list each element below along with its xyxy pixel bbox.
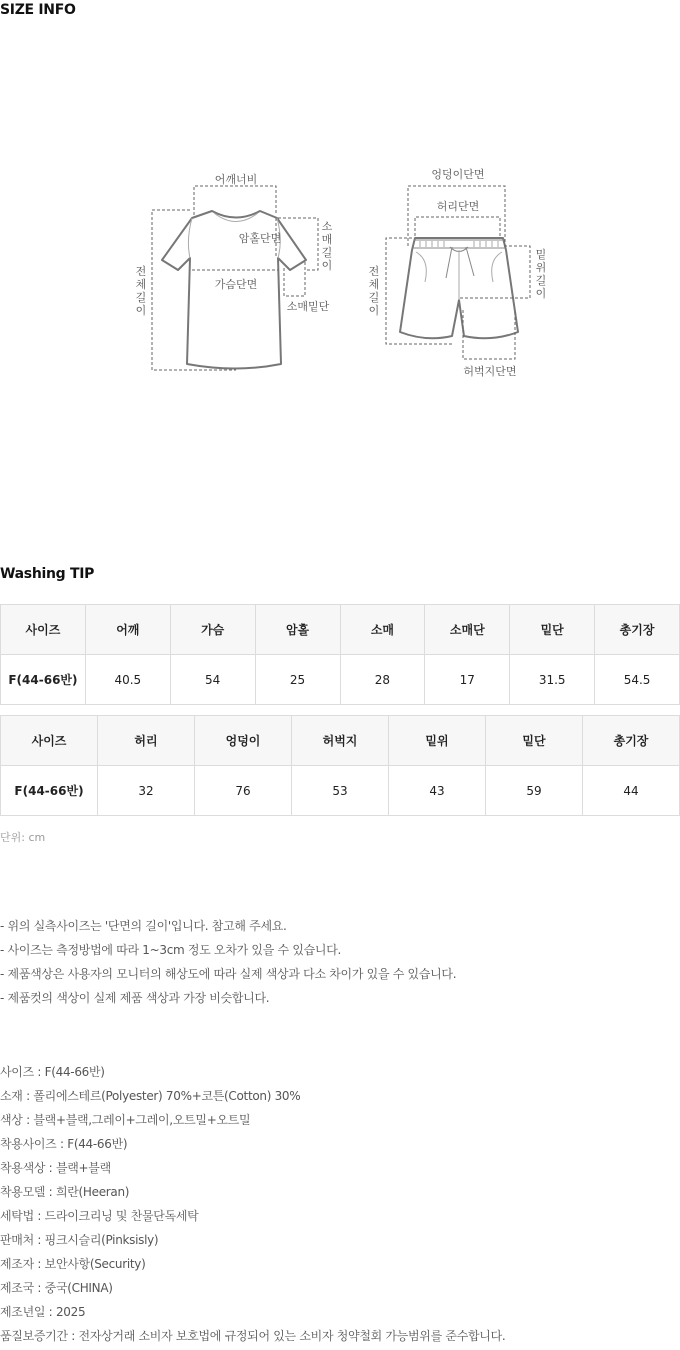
rise-label (536, 247, 547, 300)
thigh-label: 허벅지단면 (463, 365, 517, 378)
table-cell: 76 (195, 766, 292, 816)
table-cell: 54.5 (595, 655, 680, 705)
spec-item: 판매처 : 핑크시슬리(Pinksisly) (0, 1233, 159, 1247)
table-header-cell: 밑단 (510, 605, 595, 655)
table-cell: 54 (170, 655, 255, 705)
table-cell: 17 (425, 655, 510, 705)
table-row (1, 766, 680, 816)
shoulder-label: 어깨너비 (214, 173, 258, 186)
table-cell: 31.5 (510, 655, 595, 705)
spec-item: 제조자 : 보안사항(Security) (0, 1257, 146, 1271)
table-cell: 28 (340, 655, 425, 705)
table-header-cell: 사이즈 (1, 605, 86, 655)
bottom-total-length-label (369, 264, 380, 317)
svg-text:길: 길 (135, 291, 147, 304)
spec-item: 제조국 : 중국(CHINA) (0, 1281, 113, 1295)
spec-item: 제조년일 : 2025 (0, 1305, 86, 1319)
sleeve-length-label (322, 220, 333, 272)
table-cell: 40.5 (85, 655, 170, 705)
table-header-cell: 소매단 (425, 605, 510, 655)
svg-text:이: 이 (321, 259, 333, 272)
svg-text:밑: 밑 (535, 248, 547, 261)
table-header-cell: 허벅지 (292, 716, 389, 766)
svg-text:매: 매 (321, 233, 333, 246)
top-size-table (0, 604, 680, 705)
svg-text:체: 체 (135, 278, 147, 291)
spec-item: 착용사이즈 : F(44-66반) (0, 1137, 128, 1151)
armhole-label: 암홀단면 (238, 232, 282, 245)
top-total-length-label (136, 264, 147, 317)
table-header-cell: 소매 (340, 605, 425, 655)
spec-item: 착용모델 : 희란(Heeran) (0, 1185, 130, 1199)
note-item: - 제품컷의 색상이 실제 제품 색상과 가장 비슷합니다. (0, 991, 270, 1005)
spec-item: 사이즈 : F(44-66반) (0, 1065, 105, 1079)
svg-text:이: 이 (535, 287, 547, 300)
table-header-cell: 허리 (98, 716, 195, 766)
washing-tip-title: Washing TIP (0, 566, 95, 582)
table-header-cell: 사이즈 (1, 716, 98, 766)
size-info-title: SIZE INFO (0, 2, 76, 18)
table-cell: 53 (292, 766, 389, 816)
spec-item: 착용색상 : 블랙+블랙 (0, 1161, 111, 1175)
chest-label: 가슴단면 (214, 278, 258, 291)
svg-text:길: 길 (368, 291, 380, 304)
table-cell: F(44-66반) (1, 655, 86, 705)
table-cell: 25 (255, 655, 340, 705)
bottom-size-table (0, 715, 680, 816)
spec-item: 품질보증기간 : 전자상거래 소비자 보호법에 규정되어 있는 소비자 청약철회 가능범위를 준수합니다. (0, 1329, 506, 1343)
table-cell: F(44-66반) (1, 766, 98, 816)
table-header-cell: 엉덩이 (195, 716, 292, 766)
sleeve-hem-label: 소매밑단 (286, 300, 330, 313)
svg-text:위: 위 (535, 261, 547, 274)
svg-text:이: 이 (135, 304, 147, 317)
shoulder-guide (194, 186, 276, 215)
table-header-row (1, 605, 680, 655)
svg-text:소: 소 (321, 220, 333, 233)
table-cell: 59 (486, 766, 583, 816)
table-header-cell: 총기장 (583, 716, 680, 766)
note-item: - 위의 실측사이즈는 '단면의 길이'입니다. 참고해 주세요. (0, 919, 287, 933)
table-header-cell: 어깨 (85, 605, 170, 655)
table-cell: 43 (389, 766, 486, 816)
size-diagram (0, 160, 680, 390)
unit-note: 단위: cm (0, 831, 46, 844)
table-header-cell: 밑단 (486, 716, 583, 766)
svg-text:길: 길 (321, 246, 333, 259)
note-item: - 제품색상은 사용자의 모니터의 해상도에 따라 실제 색상과 다소 차이가 있을 수 있습니다. (0, 967, 457, 981)
shorts-diagram (369, 167, 547, 378)
hip-label: 엉덩이단면 (431, 168, 485, 181)
note-item: - 사이즈는 측정방법에 따라 1~3cm 정도 오차가 있을 수 있습니다. (0, 943, 342, 957)
table-cell: 32 (98, 766, 195, 816)
svg-text:전: 전 (368, 265, 380, 278)
table-header-cell: 총기장 (595, 605, 680, 655)
table-cell: 44 (583, 766, 680, 816)
table-header-cell: 밑위 (389, 716, 486, 766)
spec-item: 색상 : 블랙+블랙,그레이+그레이,오트밀+오트밀 (0, 1113, 251, 1127)
table-header-row (1, 716, 680, 766)
notes-list (0, 916, 456, 1012)
waist-label: 허리단면 (436, 200, 480, 213)
svg-text:길: 길 (535, 274, 547, 287)
table-header-cell: 가슴 (170, 605, 255, 655)
waist-guide (415, 217, 500, 236)
product-spec-list (0, 1062, 505, 1350)
table-row (1, 655, 680, 705)
tshirt-diagram (136, 172, 333, 370)
svg-text:전: 전 (135, 265, 147, 278)
svg-text:이: 이 (368, 304, 380, 317)
table-header-cell: 암홀 (255, 605, 340, 655)
svg-text:체: 체 (368, 278, 380, 291)
spec-item: 세탁법 : 드라이크리닝 및 찬물단독세탁 (0, 1209, 199, 1223)
spec-item: 소재 : 폴리에스테르(Polyester) 70%+코튼(Cotton) 30% (0, 1089, 301, 1103)
